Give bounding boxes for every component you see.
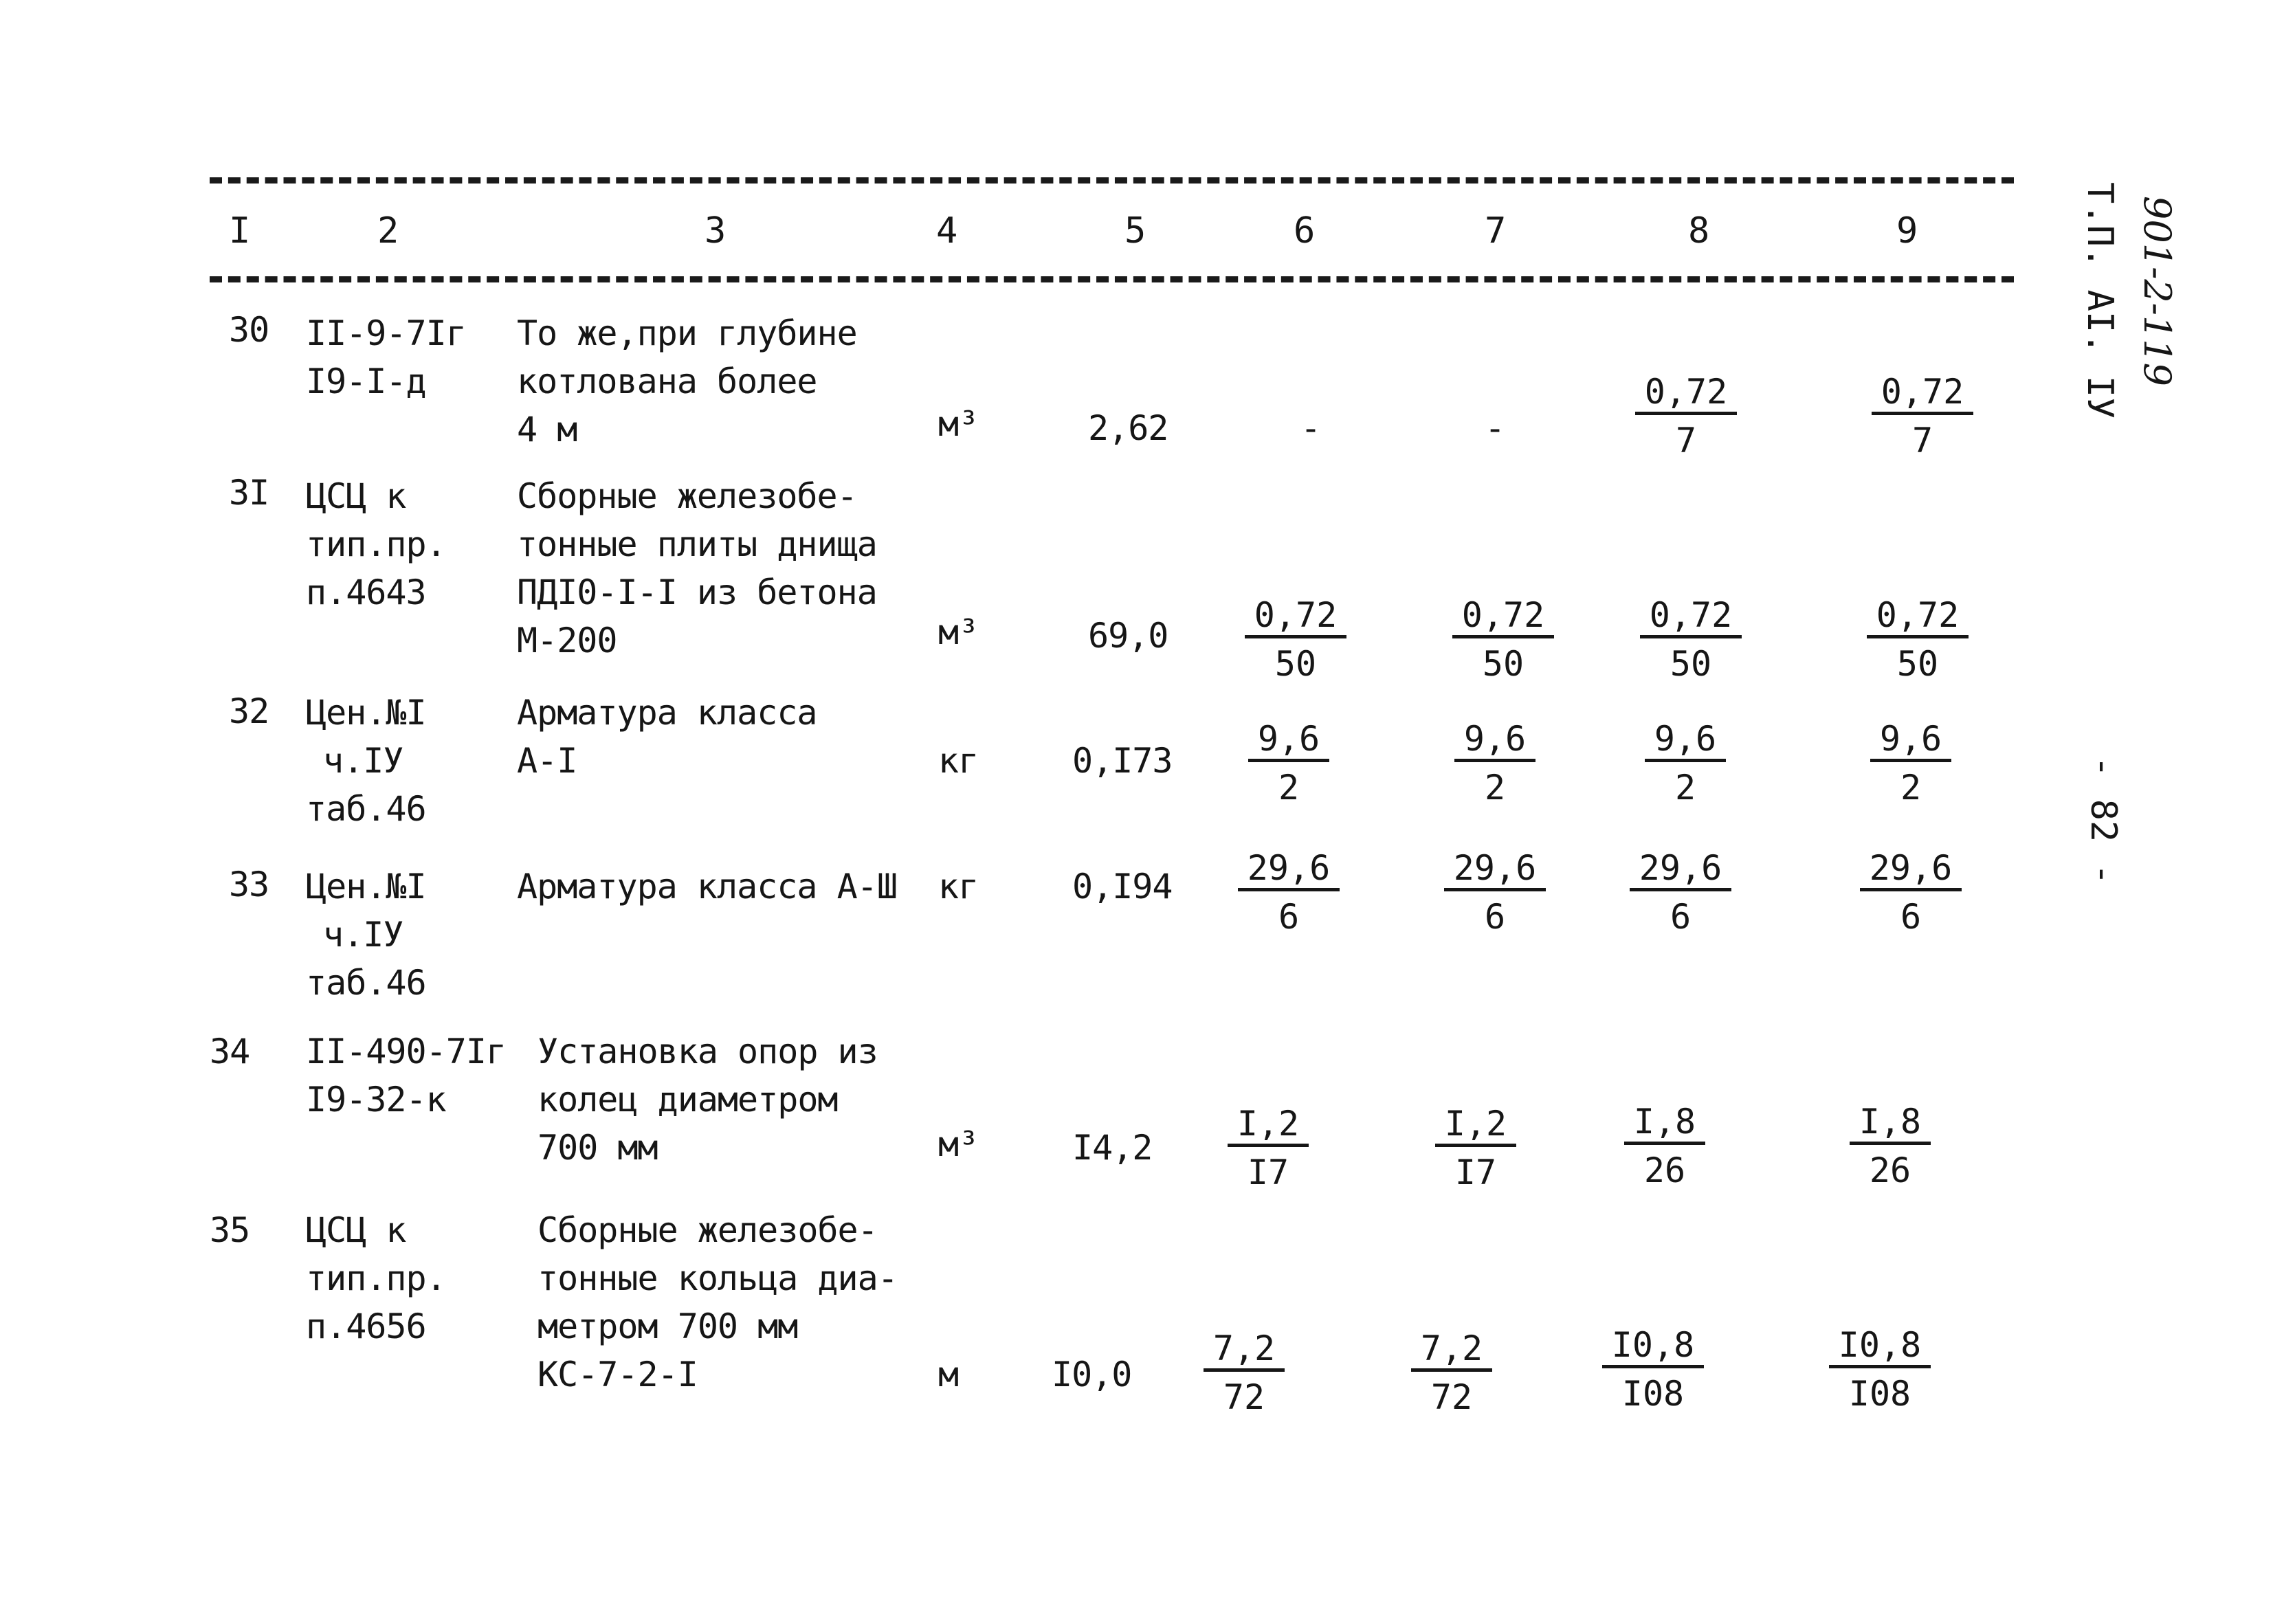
rate-code-line: I9-32-к: [306, 1080, 446, 1120]
rate-code-line: ЦСЦ к: [306, 1210, 406, 1250]
quantity: I0,0: [1052, 1355, 1132, 1394]
quantity: I4,2: [1072, 1128, 1153, 1168]
rate-code-line: II-490-7Iг: [306, 1032, 507, 1071]
fraction-value: [1811, 1325, 1949, 1414]
fraction-denominator: I7: [1454, 1153, 1497, 1192]
fraction-value: [1220, 719, 1357, 808]
fraction-numerator: 29,6: [1630, 851, 1731, 891]
fraction-numerator: I,2: [1228, 1106, 1309, 1147]
quantity: 0,I73: [1072, 741, 1173, 781]
fraction-denominator: 26: [1869, 1150, 1911, 1190]
row-number: 30: [229, 310, 269, 350]
quantity: 0,I94: [1072, 867, 1173, 906]
rate-code-line: ч.IУ: [323, 741, 403, 781]
fraction-value: [1227, 595, 1364, 684]
fraction-value: [1854, 372, 1991, 460]
rate-code-line: Цен.№I: [306, 867, 426, 906]
fraction-value: [1821, 1104, 1959, 1188]
fraction-value: [1842, 848, 1980, 937]
fraction-numerator: 0,72: [1245, 598, 1346, 638]
unit: м³: [938, 1124, 979, 1164]
fraction-value: [1849, 595, 1986, 684]
work-description-line: ПДI0-I-I из бетона: [517, 572, 877, 612]
row-number: 32: [229, 691, 269, 731]
fraction-denominator: 6: [1484, 897, 1506, 937]
fraction-value: [1596, 1104, 1733, 1188]
unit: м³: [938, 612, 979, 652]
fraction-denominator: 7: [1911, 421, 1933, 460]
fraction-denominator: 6: [1670, 897, 1692, 937]
fraction-denominator: 26: [1643, 1150, 1686, 1190]
header-bottom-rule: [210, 276, 2014, 282]
fraction-numerator: I0,8: [1602, 1328, 1704, 1368]
work-description-line: А-I: [517, 741, 577, 781]
work-description-line: М-200: [517, 621, 617, 660]
fraction-value: [1617, 372, 1755, 460]
fraction-value: [1617, 719, 1754, 808]
fraction-value: [1426, 848, 1564, 937]
rate-code-line: II-9-7Iг: [306, 313, 466, 353]
rate-code-line: таб.46: [306, 963, 426, 1003]
fraction-denominator: 6: [1900, 897, 1922, 937]
unit: м: [938, 1355, 959, 1394]
row-number: 35: [210, 1210, 250, 1250]
quantity: 2,62: [1088, 408, 1168, 448]
fraction-numerator: 9,6: [1870, 722, 1951, 762]
work-description-line: тонные кольца диа-: [537, 1258, 898, 1298]
row-number: 3I: [229, 473, 269, 513]
work-description-line: КС-7-2-I: [537, 1355, 698, 1394]
fraction-numerator: 7,2: [1204, 1331, 1285, 1372]
fraction-numerator: 0,72: [1452, 598, 1554, 638]
fraction-numerator: 0,72: [1867, 598, 1969, 638]
dash-value: -: [1300, 408, 1321, 448]
rate-code-line: Цен.№I: [306, 693, 426, 733]
work-description-line: Сборные железобе-: [517, 476, 857, 516]
header-top-rule: [210, 177, 2014, 183]
rate-code-line: таб.46: [306, 789, 426, 829]
fraction-value: [1842, 719, 1980, 808]
fraction-denominator: I08: [1621, 1374, 1685, 1414]
fraction-value: [1383, 1328, 1520, 1417]
fraction-denominator: 72: [1430, 1377, 1473, 1417]
fraction-value: [1199, 1106, 1337, 1190]
fraction-denominator: 6: [1278, 897, 1300, 937]
rate-code-line: I9-I-д: [306, 361, 426, 401]
dash-value: -: [1485, 408, 1505, 448]
unit: м³: [938, 404, 979, 444]
fraction-numerator: 0,72: [1872, 375, 1973, 415]
fraction-numerator: I0,8: [1829, 1328, 1931, 1368]
fraction-numerator: 9,6: [1454, 722, 1535, 762]
fraction-denominator: I7: [1247, 1153, 1289, 1192]
rate-code-line: тип.пр.: [306, 524, 446, 564]
fraction-numerator: I,8: [1624, 1104, 1705, 1145]
work-description-line: Сборные железобе-: [537, 1210, 878, 1250]
fraction-numerator: 9,6: [1248, 722, 1329, 762]
fraction-value: [1407, 1106, 1544, 1190]
col-header-6: 6: [1294, 210, 1315, 252]
fraction-numerator: 0,72: [1635, 375, 1737, 415]
fraction-numerator: 29,6: [1238, 851, 1340, 891]
rate-code-line: п.4643: [306, 572, 426, 612]
fraction-denominator: 50: [1896, 644, 1939, 684]
fraction-numerator: 7,2: [1411, 1331, 1492, 1372]
col-header-1: I: [229, 210, 250, 252]
col-header-9: 9: [1896, 210, 1918, 252]
fraction-denominator: 2: [1278, 768, 1300, 808]
fraction-value: [1220, 848, 1357, 937]
work-description-line: метром 700 мм: [537, 1306, 798, 1346]
fraction-denominator: 2: [1674, 768, 1696, 808]
fraction-denominator: 2: [1900, 768, 1922, 808]
handwritten-project-number: 901-2-119: [2136, 196, 2179, 386]
work-description-line: тонные плиты днища: [517, 524, 877, 564]
work-description-line: 700 мм: [537, 1128, 658, 1168]
fraction-value: [1612, 848, 1749, 937]
fraction-value: [1622, 595, 1760, 684]
fraction-numerator: 29,6: [1444, 851, 1546, 891]
fraction-denominator: I08: [1848, 1374, 1911, 1414]
col-header-7: 7: [1485, 210, 1506, 252]
fraction-value: [1175, 1328, 1313, 1417]
work-description-line: 4 м: [517, 410, 577, 449]
rate-code-line: ЦСЦ к: [306, 476, 406, 516]
fraction-value: [1426, 719, 1564, 808]
fraction-denominator: 50: [1670, 644, 1712, 684]
work-description-line: Арматура класса: [517, 693, 817, 733]
fraction-numerator: 29,6: [1860, 851, 1962, 891]
col-header-2: 2: [377, 210, 399, 252]
work-description-line: котлована более: [517, 361, 817, 401]
col-header-3: 3: [705, 210, 726, 252]
row-number: 33: [229, 865, 269, 904]
fraction-denominator: 50: [1482, 644, 1524, 684]
work-description-line: То же,при глубине: [517, 313, 857, 353]
fraction-denominator: 2: [1484, 768, 1506, 808]
document-code: Т.П. АI. IУ: [2079, 182, 2120, 419]
fraction-numerator: 0,72: [1640, 598, 1742, 638]
fraction-numerator: I,8: [1850, 1104, 1931, 1145]
fraction-value: [1584, 1325, 1722, 1414]
work-description-line: Арматура класса А-Ш: [517, 867, 897, 906]
quantity: 69,0: [1088, 616, 1168, 656]
work-description-line: Установка опор из: [537, 1032, 878, 1071]
work-description-line: колец диаметром: [537, 1080, 838, 1120]
row-number: 34: [210, 1032, 250, 1071]
unit: кг: [938, 741, 979, 781]
unit: кг: [938, 867, 979, 906]
rate-code-line: тип.пр.: [306, 1258, 446, 1298]
col-header-8: 8: [1688, 210, 1709, 252]
col-header-4: 4: [936, 210, 957, 252]
fraction-denominator: 72: [1223, 1377, 1265, 1417]
fraction-numerator: I,2: [1435, 1106, 1516, 1147]
fraction-numerator: 9,6: [1645, 722, 1726, 762]
page-number: - 82 -: [2083, 756, 2124, 885]
fraction-denominator: 7: [1675, 421, 1697, 460]
rate-code-line: п.4656: [306, 1306, 426, 1346]
rate-code-line: ч.IУ: [323, 915, 403, 955]
fraction-denominator: 50: [1274, 644, 1317, 684]
col-header-5: 5: [1124, 210, 1146, 252]
fraction-value: [1434, 595, 1572, 684]
